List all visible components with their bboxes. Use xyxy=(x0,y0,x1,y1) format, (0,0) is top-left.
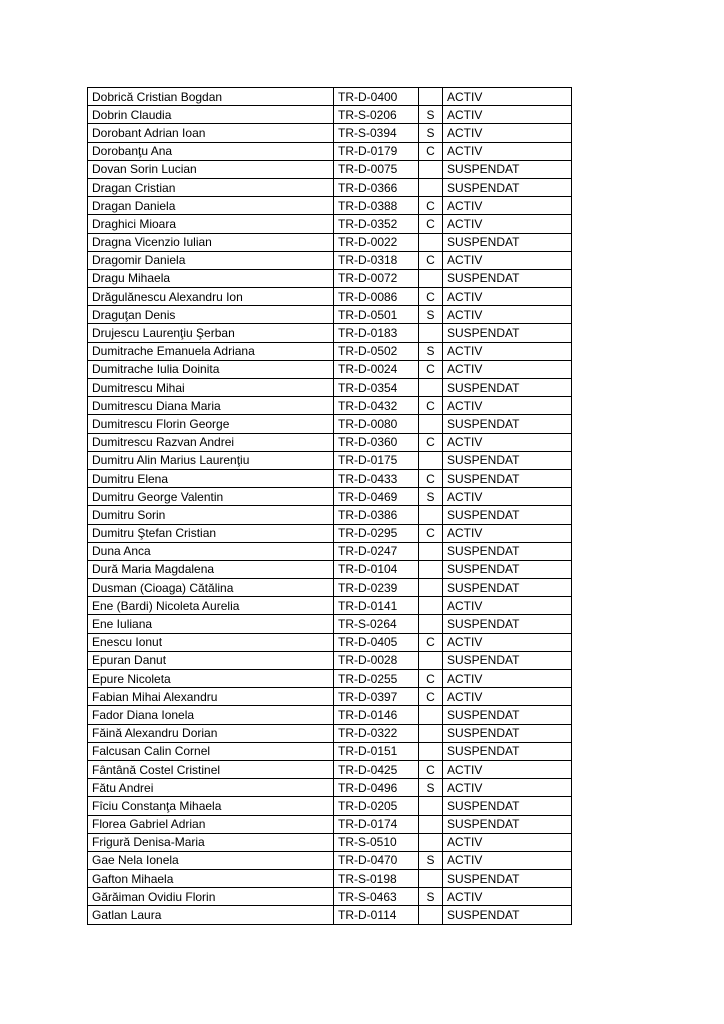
table-row xyxy=(88,469,572,487)
table-row xyxy=(88,597,572,615)
status-cell: SUSPENDAT xyxy=(443,579,572,597)
table-row xyxy=(88,178,572,196)
status-cell: SUSPENDAT xyxy=(443,469,572,487)
person-name-cell: Gafton Mihaela xyxy=(88,870,334,888)
table-row xyxy=(88,651,572,669)
flag-cell: C xyxy=(419,433,443,451)
status-cell: ACTIV xyxy=(443,488,572,506)
table-row xyxy=(88,251,572,269)
registration-code-cell: TR-D-0322 xyxy=(334,724,419,742)
flag-cell: C xyxy=(419,760,443,778)
registration-code-cell: TR-D-0388 xyxy=(334,197,419,215)
registration-code-cell: TR-D-0072 xyxy=(334,269,419,287)
flag-cell xyxy=(419,815,443,833)
status-cell: ACTIV xyxy=(443,760,572,778)
status-cell: ACTIV xyxy=(443,251,572,269)
flag-cell xyxy=(419,742,443,760)
registration-code-cell: TR-D-0151 xyxy=(334,742,419,760)
flag-cell: S xyxy=(419,851,443,869)
status-cell: SUSPENDAT xyxy=(443,615,572,633)
status-cell: ACTIV xyxy=(443,433,572,451)
person-name-cell: Dragan Cristian xyxy=(88,178,334,196)
flag-cell: C xyxy=(419,251,443,269)
table-row xyxy=(88,197,572,215)
status-cell: SUSPENDAT xyxy=(443,160,572,178)
person-name-cell: Dumitrescu Florin George xyxy=(88,415,334,433)
registry-table xyxy=(87,87,572,925)
person-name-cell: Duna Anca xyxy=(88,542,334,560)
registration-code-cell: TR-S-0463 xyxy=(334,888,419,906)
registration-code-cell: TR-D-0255 xyxy=(334,670,419,688)
person-name-cell: Dumitrescu Diana Maria xyxy=(88,397,334,415)
person-name-cell: Fătu Andrei xyxy=(88,779,334,797)
registration-code-cell: TR-S-0510 xyxy=(334,833,419,851)
status-cell: SUSPENDAT xyxy=(443,269,572,287)
table-row xyxy=(88,579,572,597)
registration-code-cell: TR-D-0366 xyxy=(334,178,419,196)
registration-code-cell: TR-D-0028 xyxy=(334,651,419,669)
registration-code-cell: TR-D-0141 xyxy=(334,597,419,615)
flag-cell xyxy=(419,160,443,178)
person-name-cell: Dobrin Claudia xyxy=(88,106,334,124)
flag-cell: S xyxy=(419,488,443,506)
flag-cell xyxy=(419,451,443,469)
status-cell: ACTIV xyxy=(443,833,572,851)
person-name-cell: Florea Gabriel Adrian xyxy=(88,815,334,833)
person-name-cell: Fador Diana Ionela xyxy=(88,706,334,724)
table-row xyxy=(88,670,572,688)
registration-code-cell: TR-D-0239 xyxy=(334,579,419,597)
status-cell: SUSPENDAT xyxy=(443,324,572,342)
flag-cell xyxy=(419,506,443,524)
flag-cell: C xyxy=(419,397,443,415)
status-cell: ACTIV xyxy=(443,288,572,306)
flag-cell: C xyxy=(419,633,443,651)
table-row xyxy=(88,379,572,397)
flag-cell: S xyxy=(419,306,443,324)
table-row xyxy=(88,888,572,906)
registration-code-cell: TR-D-0086 xyxy=(334,288,419,306)
status-cell: SUSPENDAT xyxy=(443,651,572,669)
table-row xyxy=(88,615,572,633)
person-name-cell: Dumitrescu Razvan Andrei xyxy=(88,433,334,451)
registration-code-cell: TR-D-0360 xyxy=(334,433,419,451)
registration-code-cell: TR-D-0386 xyxy=(334,506,419,524)
flag-cell xyxy=(419,870,443,888)
table-row xyxy=(88,233,572,251)
status-cell: SUSPENDAT xyxy=(443,233,572,251)
registry-table-body xyxy=(88,88,572,925)
table-row xyxy=(88,215,572,233)
registration-code-cell: TR-D-0022 xyxy=(334,233,419,251)
flag-cell xyxy=(419,178,443,196)
person-name-cell: Frigură Denisa-Maria xyxy=(88,833,334,851)
flag-cell xyxy=(419,724,443,742)
registration-code-cell: TR-D-0146 xyxy=(334,706,419,724)
registration-code-cell: TR-S-0206 xyxy=(334,106,419,124)
person-name-cell: Dumitru George Valentin xyxy=(88,488,334,506)
table-row xyxy=(88,542,572,560)
flag-cell xyxy=(419,88,443,106)
table-row xyxy=(88,488,572,506)
registration-code-cell: TR-D-0354 xyxy=(334,379,419,397)
table-row xyxy=(88,433,572,451)
table-row xyxy=(88,451,572,469)
flag-cell xyxy=(419,597,443,615)
registration-code-cell: TR-D-0501 xyxy=(334,306,419,324)
registration-code-cell: TR-D-0433 xyxy=(334,469,419,487)
registration-code-cell: TR-D-0080 xyxy=(334,415,419,433)
table-row xyxy=(88,633,572,651)
table-row xyxy=(88,833,572,851)
person-name-cell: Fabian Mihai Alexandru xyxy=(88,688,334,706)
flag-cell xyxy=(419,651,443,669)
status-cell: SUSPENDAT xyxy=(443,815,572,833)
table-row xyxy=(88,360,572,378)
flag-cell xyxy=(419,615,443,633)
table-row xyxy=(88,870,572,888)
flag-cell: C xyxy=(419,469,443,487)
registration-code-cell: TR-D-0024 xyxy=(334,360,419,378)
registration-code-cell: TR-S-0264 xyxy=(334,615,419,633)
table-row xyxy=(88,88,572,106)
flag-cell xyxy=(419,833,443,851)
person-name-cell: Epure Nicoleta xyxy=(88,670,334,688)
table-row xyxy=(88,560,572,578)
status-cell: SUSPENDAT xyxy=(443,542,572,560)
person-name-cell: Dumitru Alin Marius Laurenţiu xyxy=(88,451,334,469)
person-name-cell: Gatlan Laura xyxy=(88,906,334,924)
person-name-cell: Enescu Ionut xyxy=(88,633,334,651)
status-cell: SUSPENDAT xyxy=(443,451,572,469)
status-cell: SUSPENDAT xyxy=(443,706,572,724)
status-cell: SUSPENDAT xyxy=(443,797,572,815)
flag-cell xyxy=(419,379,443,397)
registration-code-cell: TR-D-0432 xyxy=(334,397,419,415)
person-name-cell: Dobrică Cristian Bogdan xyxy=(88,88,334,106)
registration-code-cell: TR-D-0469 xyxy=(334,488,419,506)
registration-code-cell: TR-D-0114 xyxy=(334,906,419,924)
flag-cell xyxy=(419,269,443,287)
status-cell: SUSPENDAT xyxy=(443,415,572,433)
status-cell: SUSPENDAT xyxy=(443,742,572,760)
person-name-cell: Dumitru Elena xyxy=(88,469,334,487)
table-row xyxy=(88,106,572,124)
person-name-cell: Dumitrache Emanuela Adriana xyxy=(88,342,334,360)
status-cell: ACTIV xyxy=(443,142,572,160)
flag-cell xyxy=(419,415,443,433)
table-row xyxy=(88,124,572,142)
person-name-cell: Drujescu Laurenţiu Şerban xyxy=(88,324,334,342)
status-cell: SUSPENDAT xyxy=(443,724,572,742)
table-row xyxy=(88,269,572,287)
status-cell: ACTIV xyxy=(443,360,572,378)
table-row xyxy=(88,397,572,415)
status-cell: SUSPENDAT xyxy=(443,560,572,578)
person-name-cell: Dumitru Ştefan Cristian xyxy=(88,524,334,542)
status-cell: ACTIV xyxy=(443,397,572,415)
registration-code-cell: TR-D-0075 xyxy=(334,160,419,178)
table-row xyxy=(88,288,572,306)
status-cell: ACTIV xyxy=(443,779,572,797)
table-row xyxy=(88,306,572,324)
table-row xyxy=(88,724,572,742)
table-row xyxy=(88,706,572,724)
flag-cell xyxy=(419,797,443,815)
status-cell: ACTIV xyxy=(443,306,572,324)
person-name-cell: Dusman (Cioaga) Cătălina xyxy=(88,579,334,597)
status-cell: ACTIV xyxy=(443,851,572,869)
person-name-cell: Gărăiman Ovidiu Florin xyxy=(88,888,334,906)
status-cell: ACTIV xyxy=(443,197,572,215)
person-name-cell: Ene (Bardi) Nicoleta Aurelia xyxy=(88,597,334,615)
status-cell: ACTIV xyxy=(443,670,572,688)
table-row xyxy=(88,160,572,178)
table-row xyxy=(88,851,572,869)
person-name-cell: Dragna Vicenzio Iulian xyxy=(88,233,334,251)
table-row xyxy=(88,688,572,706)
status-cell: ACTIV xyxy=(443,106,572,124)
registration-code-cell: TR-D-0397 xyxy=(334,688,419,706)
person-name-cell: Dragu Mihaela xyxy=(88,269,334,287)
registration-code-cell: TR-D-0174 xyxy=(334,815,419,833)
table-row xyxy=(88,342,572,360)
flag-cell: C xyxy=(419,142,443,160)
person-name-cell: Falcusan Calin Cornel xyxy=(88,742,334,760)
person-name-cell: Dragomir Daniela xyxy=(88,251,334,269)
status-cell: ACTIV xyxy=(443,342,572,360)
person-name-cell: Dovan Sorin Lucian xyxy=(88,160,334,178)
flag-cell xyxy=(419,706,443,724)
flag-cell: S xyxy=(419,888,443,906)
registration-code-cell: TR-D-0496 xyxy=(334,779,419,797)
status-cell: SUSPENDAT xyxy=(443,379,572,397)
flag-cell: C xyxy=(419,288,443,306)
person-name-cell: Dumitru Sorin xyxy=(88,506,334,524)
flag-cell: C xyxy=(419,360,443,378)
registration-code-cell: TR-D-0502 xyxy=(334,342,419,360)
registration-code-cell: TR-D-0205 xyxy=(334,797,419,815)
table-row xyxy=(88,906,572,924)
registration-code-cell: TR-D-0175 xyxy=(334,451,419,469)
status-cell: ACTIV xyxy=(443,888,572,906)
flag-cell: C xyxy=(419,688,443,706)
registration-code-cell: TR-D-0295 xyxy=(334,524,419,542)
flag-cell: C xyxy=(419,197,443,215)
person-name-cell: Dorobanţu Ana xyxy=(88,142,334,160)
flag-cell: S xyxy=(419,342,443,360)
status-cell: ACTIV xyxy=(443,215,572,233)
status-cell: ACTIV xyxy=(443,688,572,706)
registration-code-cell: TR-D-0470 xyxy=(334,851,419,869)
person-name-cell: Dură Maria Magdalena xyxy=(88,560,334,578)
person-name-cell: Drăgulănescu Alexandru Ion xyxy=(88,288,334,306)
registration-code-cell: TR-D-0405 xyxy=(334,633,419,651)
registration-code-cell: TR-D-0425 xyxy=(334,760,419,778)
person-name-cell: Dragan Daniela xyxy=(88,197,334,215)
table-row xyxy=(88,797,572,815)
person-name-cell: Dumitrache Iulia Doinita xyxy=(88,360,334,378)
flag-cell: C xyxy=(419,670,443,688)
person-name-cell: Făină Alexandru Dorian xyxy=(88,724,334,742)
status-cell: ACTIV xyxy=(443,597,572,615)
table-row xyxy=(88,524,572,542)
flag-cell xyxy=(419,324,443,342)
table-row xyxy=(88,815,572,833)
status-cell: SUSPENDAT xyxy=(443,506,572,524)
registration-code-cell: TR-D-0104 xyxy=(334,560,419,578)
person-name-cell: Gae Nela Ionela xyxy=(88,851,334,869)
status-cell: ACTIV xyxy=(443,88,572,106)
table-row xyxy=(88,415,572,433)
registration-code-cell: TR-D-0318 xyxy=(334,251,419,269)
table-row xyxy=(88,506,572,524)
registration-code-cell: TR-S-0394 xyxy=(334,124,419,142)
registration-code-cell: TR-D-0183 xyxy=(334,324,419,342)
status-cell: SUSPENDAT xyxy=(443,178,572,196)
status-cell: ACTIV xyxy=(443,524,572,542)
flag-cell: S xyxy=(419,124,443,142)
registration-code-cell: TR-S-0198 xyxy=(334,870,419,888)
person-name-cell: Ene Iuliana xyxy=(88,615,334,633)
flag-cell: C xyxy=(419,215,443,233)
table-row xyxy=(88,760,572,778)
registration-code-cell: TR-D-0400 xyxy=(334,88,419,106)
flag-cell: S xyxy=(419,106,443,124)
table-row xyxy=(88,742,572,760)
status-cell: ACTIV xyxy=(443,633,572,651)
table-row xyxy=(88,142,572,160)
status-cell: ACTIV xyxy=(443,124,572,142)
flag-cell xyxy=(419,906,443,924)
person-name-cell: Draguţan Denis xyxy=(88,306,334,324)
flag-cell: S xyxy=(419,779,443,797)
flag-cell xyxy=(419,233,443,251)
person-name-cell: Draghici Mioara xyxy=(88,215,334,233)
flag-cell xyxy=(419,560,443,578)
person-name-cell: Dorobant Adrian Ioan xyxy=(88,124,334,142)
table-row xyxy=(88,324,572,342)
person-name-cell: Fântână Costel Cristinel xyxy=(88,760,334,778)
registration-code-cell: TR-D-0352 xyxy=(334,215,419,233)
person-name-cell: Epuran Danut xyxy=(88,651,334,669)
status-cell: SUSPENDAT xyxy=(443,906,572,924)
registration-code-cell: TR-D-0247 xyxy=(334,542,419,560)
flag-cell xyxy=(419,542,443,560)
flag-cell: C xyxy=(419,524,443,542)
flag-cell xyxy=(419,579,443,597)
person-name-cell: Dumitrescu Mihai xyxy=(88,379,334,397)
registration-code-cell: TR-D-0179 xyxy=(334,142,419,160)
person-name-cell: Fîciu Constanţa Mihaela xyxy=(88,797,334,815)
table-row xyxy=(88,779,572,797)
status-cell: SUSPENDAT xyxy=(443,870,572,888)
